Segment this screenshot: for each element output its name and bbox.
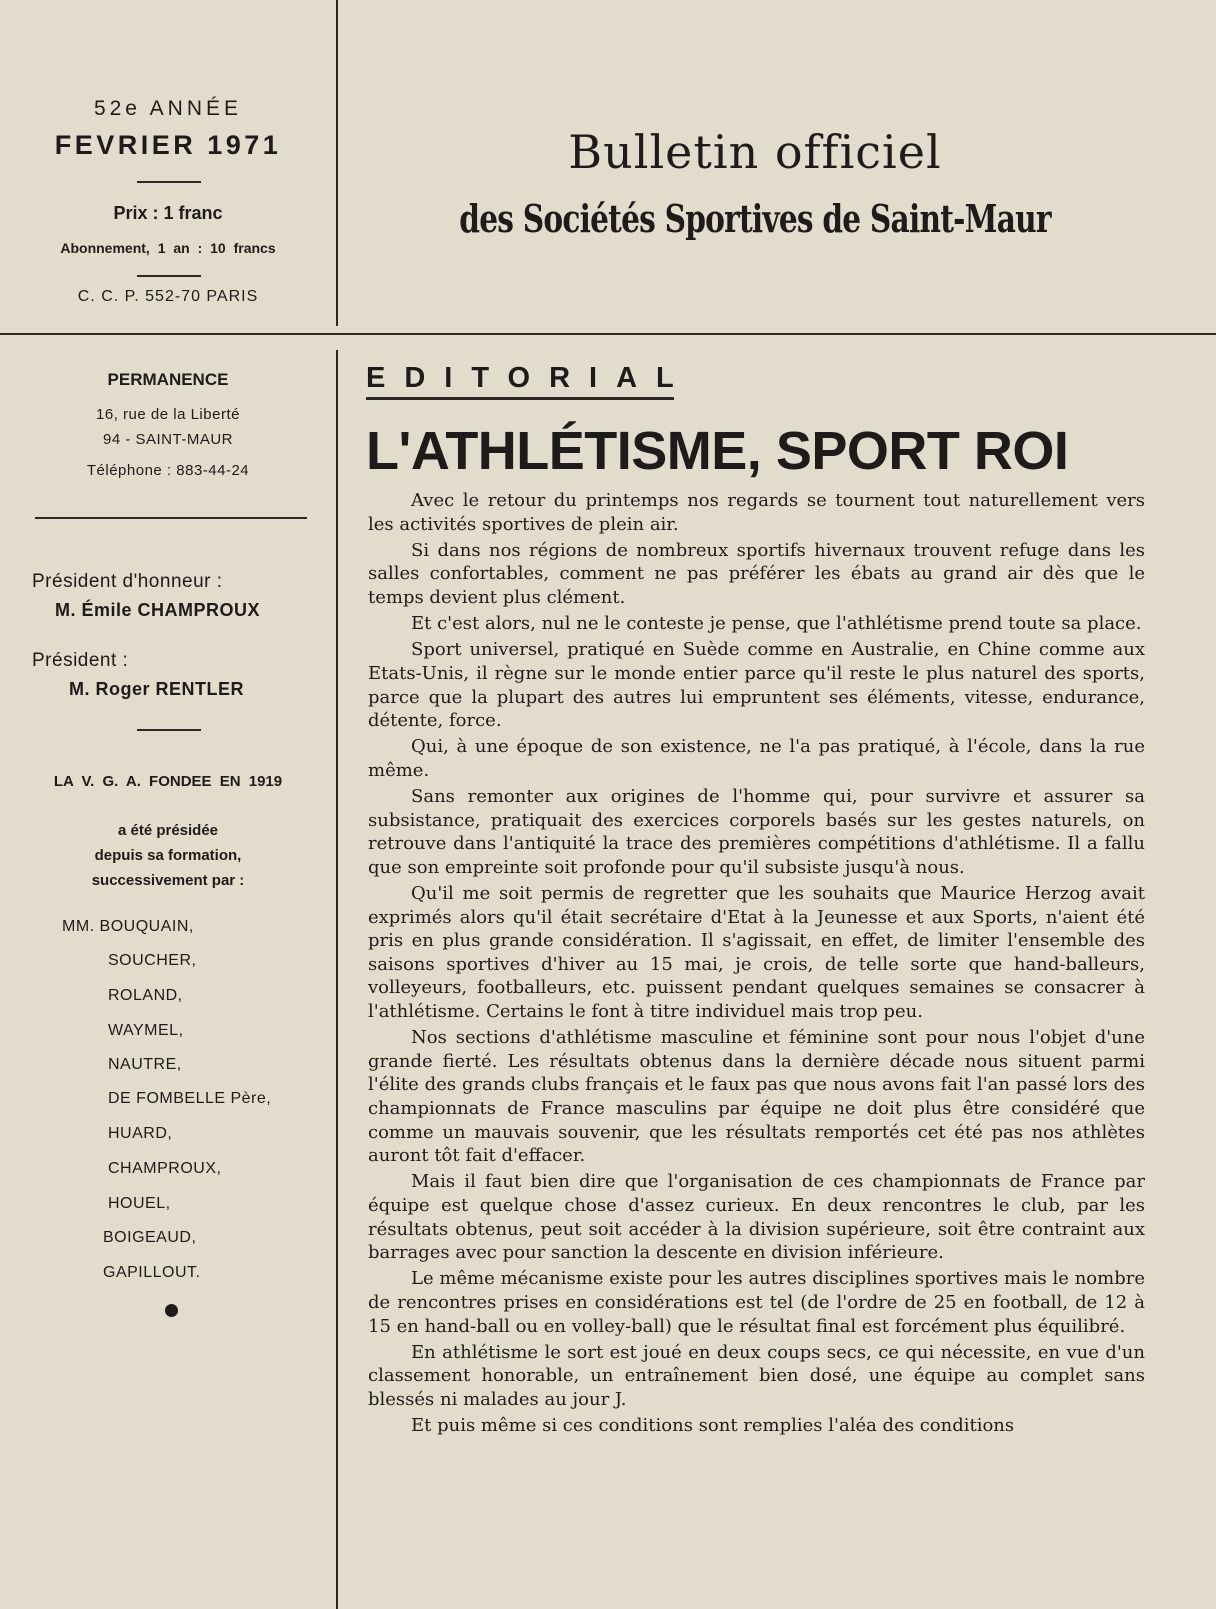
- issue-year: 52e ANNÉE: [93, 97, 243, 120]
- past-president: WAYMEL,: [108, 1022, 184, 1039]
- past-president: CHAMPROUX,: [108, 1160, 222, 1177]
- honorary-president-label: Président d'honneur :: [32, 571, 223, 592]
- address-street: 16, rue de la Liberté: [96, 406, 240, 423]
- article-paragraph: Le même mécanisme existe pour les autres disciplines sportives mais le nombre de rencontres prises en considérations est tel (de l'ordre de 25 en football, de 12 à 15 en hand-ball ou en volley-ball) que le résultat final est forcément plus équilibré.: [368, 1268, 1145, 1337]
- article-paragraph: Nos sections d'athlétisme masculine et féminine sont pour nous l'objet d'une grande fierté. Les résultats obtenus dans la dernière décade nous situent parmi l'élite des grands clubs français et le faux pas que nous avons fait l'an passé lors des championnats de France masculins par équipe ne doit plus être considéré que comme un mauvais souvenir, que les résultats remportés cet été pas nos athlètes auront tôt fait d'effacer.: [368, 1027, 1145, 1167]
- past-president: MM. BOUQUAIN,: [62, 918, 194, 935]
- president-name: M. Roger RENTLER: [69, 679, 245, 699]
- sidebar-rule-1: [35, 517, 307, 519]
- ccp-account: C. C. P. 552-70 PARIS: [77, 288, 259, 305]
- vertical-divider-bottom: [336, 350, 338, 1609]
- phone-number: Téléphone : 883-44-24: [86, 462, 250, 479]
- past-president: NAUTRE,: [108, 1056, 182, 1073]
- past-president: GAPILLOUT.: [103, 1264, 201, 1281]
- vga-line-2: depuis sa formation,: [94, 847, 242, 864]
- president-label: Président :: [32, 650, 129, 671]
- vertical-divider-top: [336, 0, 338, 326]
- past-president: DE FOMBELLE Père,: [108, 1090, 272, 1107]
- sidebar-rule-2: [137, 729, 201, 731]
- article-paragraph: En athlétisme le sort est joué en deux coups secs, ce qui nécessite, en vue d'un classement honorable, un entraînement bien dosé, une équipe au complet sans blessés ni malades au jour J.: [368, 1341, 1145, 1410]
- past-president: SOUCHER,: [108, 952, 197, 969]
- article-paragraph: Et puis même si ces conditions sont remplies l'aléa des conditions: [411, 1415, 1015, 1437]
- price: Prix : 1 franc: [113, 203, 223, 223]
- past-president: HUARD,: [108, 1125, 173, 1142]
- masthead-rule-2: [137, 275, 201, 277]
- article-body: [368, 489, 1145, 1440]
- article-paragraph: Sans remonter aux origines de l'homme qui, pour survivre et assurer sa subsistance, pratiquait des exercices corporels basés sur les gestes naturels, on retrouve dans l'antiquité la trace des premières compétitions d'athlétisme. Il a fallu que son empreinte soit profonde pour qu'il subsiste jusqu'à nous.: [368, 786, 1145, 878]
- article-paragraph: Qui, à une époque de son existence, ne l'a pas pratiqué, à l'école, dans la rue même.: [368, 736, 1145, 781]
- article-paragraph: Mais il faut bien dire que l'organisation de ces championnats de France par équipe est quelque chose d'assez curieux. En deux rencontres le club, par les résultats obtenus, peut soit accéder à la division supérieure, soit être contraint aux barrages avec pour sanction la descente en division inférieure.: [368, 1171, 1145, 1264]
- vga-line-3: successivement par :: [91, 872, 245, 889]
- honorary-president-name: M. Émile CHAMPROUX: [55, 600, 261, 620]
- past-president: BOIGEAUD,: [103, 1229, 197, 1246]
- past-president: HOUEL,: [108, 1195, 171, 1212]
- section-label: EDITORIAL: [366, 362, 693, 394]
- article-headline: L'ATHLÉTISME, SPORT ROI: [366, 421, 1069, 481]
- bulletin-title: Bulletin officiel: [568, 125, 942, 179]
- issue-date: FEVRIER 1971: [54, 130, 282, 160]
- article-paragraph: Et c'est alors, nul ne le conteste je pense, que l'athlétisme prend toute sa place.: [411, 613, 1142, 635]
- article-paragraph: Avec le retour du printemps nos regards se tournent tout naturellement vers les activités sportives de plein air.: [368, 490, 1145, 535]
- vga-line-1: a été présidée: [117, 822, 219, 839]
- vga-founded: LA V. G. A. FONDEE EN 1919: [53, 773, 283, 790]
- past-president: ROLAND,: [108, 987, 183, 1004]
- bullet-ornament: [165, 1304, 178, 1317]
- article-paragraph: Qu'il me soit permis de regretter que les souhaits que Maurice Herzog avait exprimés alors qu'il était secrétaire d'Etat à la Jeunesse et aux Sports, n'aient été pris en plus grande considération. Il s'agissait, en effet, de limiter l'ensemble des saisons sportives d'hiver au 15 mai, je crois, de telle sorte que hand-balleurs, volleyeurs, footballeurs, etc. puissent pendant quelques semaines se consacrer à l'athlétisme. Certains le font à titre individuel mais trop peu.: [368, 883, 1145, 1023]
- article-paragraph: Si dans nos régions de nombreux sportifs hivernaux trouvent refuge dans les salles confortables, comment ne pas préférer les ébats au grand air dès que le temps devient plus clément.: [368, 539, 1145, 608]
- article-paragraph: Sport universel, pratiqué en Suède comme en Australie, en Chine comme aux Etats-Unis, il règne sur le monde entier parce qu'il reste le plus naturel des sports, parce que la plupart des autres lui empruntent ses éléments, vitesse, endurance, détente, force.: [368, 639, 1145, 732]
- horizontal-divider: [0, 333, 1216, 335]
- address-city: 94 - SAINT-MAUR: [102, 431, 234, 448]
- subscription: Abonnement, 1 an : 10 francs: [60, 240, 276, 256]
- bulletin-subtitle: des Sociétés Sportives de Saint-Maur: [459, 196, 1051, 241]
- masthead-rule-1: [137, 181, 201, 183]
- section-underline: [366, 397, 674, 400]
- permanence-title: PERMANENCE: [107, 370, 229, 389]
